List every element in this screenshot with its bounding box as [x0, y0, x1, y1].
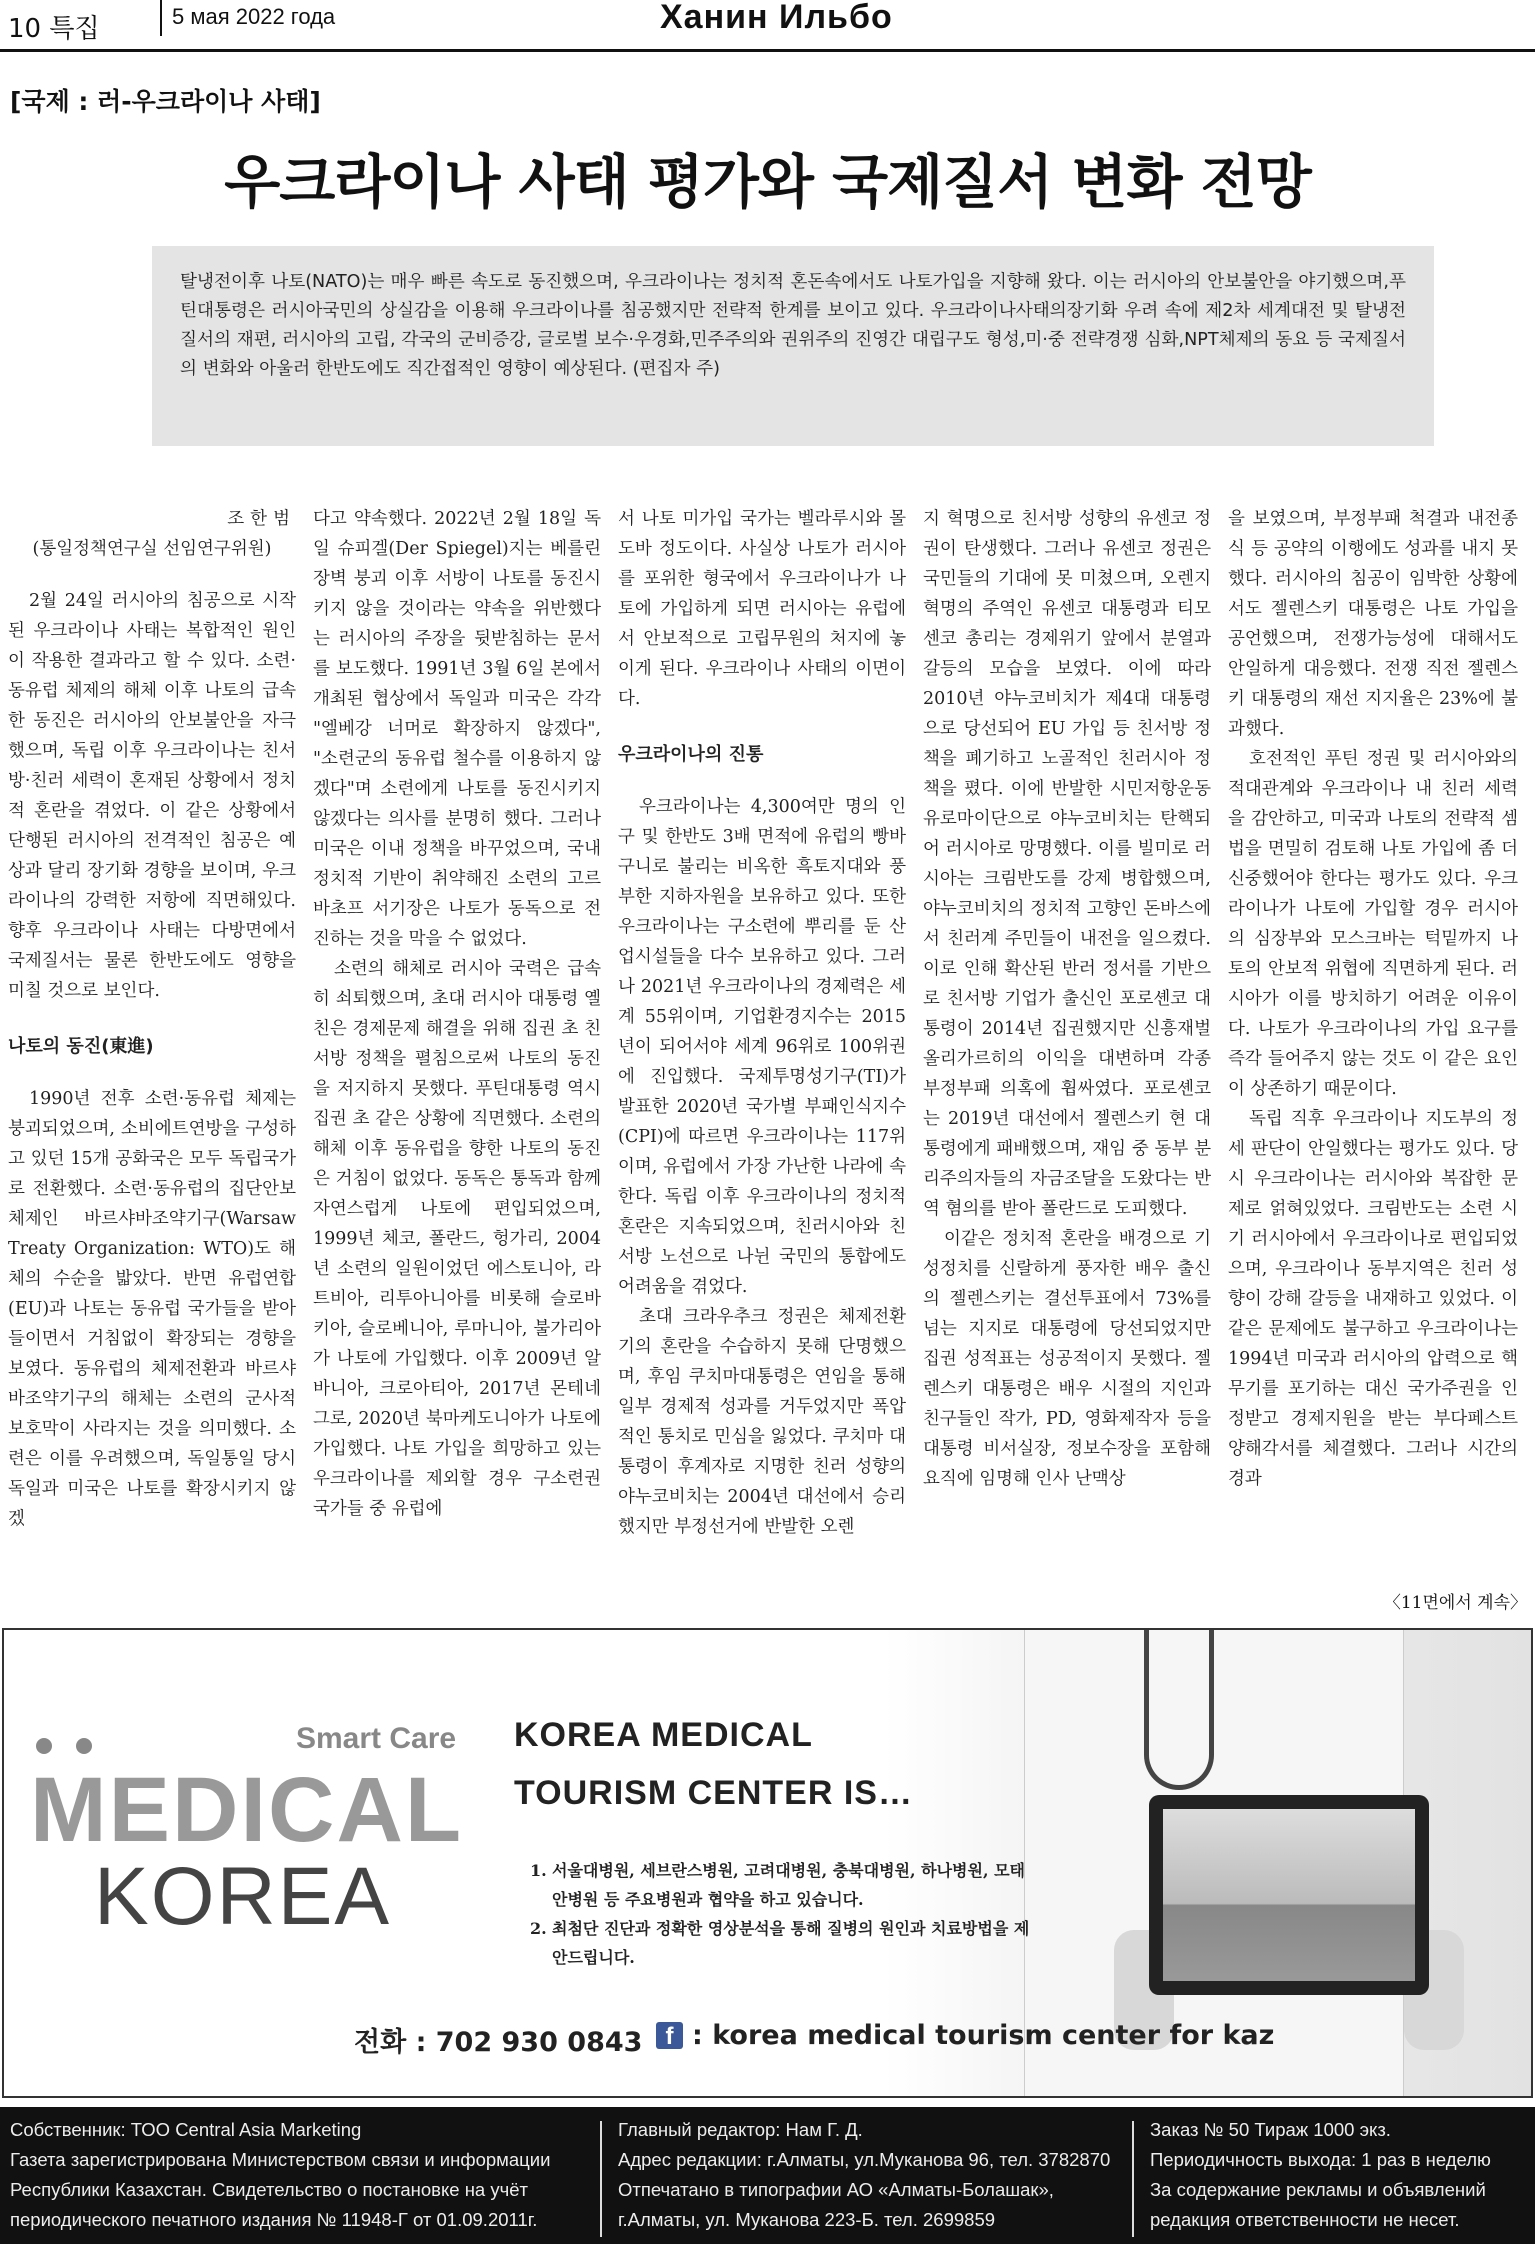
paragraph: 서 나토 미가입 국가는 벨라루시와 몰도바 정도이다. 사실상 나토가 러시아를 포위한 형국에서 우크라이나가 나토에 가입하게 되면 러시아는 유럽에서 안보적으로 고립무원의 처지에 놓이게 된다. 우크라이나 사태의 이면이다.: [618, 509, 906, 709]
article-column-2: [313, 504, 601, 1619]
medical-korea-ad: [2, 1628, 1533, 2098]
author-name: 조한범: [227, 509, 296, 529]
footer-line: Отпечатано в типографии АО «Алматы-Болашак»,: [618, 2179, 1054, 2200]
footer-circulation-info: [1150, 2115, 1491, 2235]
article-body: [8, 504, 1535, 1619]
footer-line: Газета зарегистрирована Министерством связи и информации: [10, 2149, 551, 2170]
footer-line: Адрес редакции: г.Алматы, ул.Муканова 96, тел. 3782870: [618, 2149, 1111, 2170]
paragraph: 우크라이나는 4,300여만 명의 인구 및 한반도 3배 면적에 유럽의 빵바구니로 불리는 비옥한 흑토지대와 풍부한 지하자원을 보유하고 있다. 또한 우크라이나는 구소련에 뿌리를 둔 산업시설들을 다수 보유하고 있다. 그러나 2021년 우크라이나의 경제력은 세계 55위이며, 기업환경지수는 2015년이 되어서야 세계 96위로 100위권에 진입했다. 국제투명성기구(TI)가 발표한 2020년 국가별 부패인식지수(CPI)에 따르면 우크라이나는 117위이며, 유럽에서 가장 가난한 나라에 속한다. 독립 이후 우크라이나의 정치적 혼란은 지속되었으며, 친러시아와 친서방 노선으로 나뉜 국민의 통합에도 어려움을 겪었다.: [618, 797, 906, 1297]
article-column-1: [8, 504, 296, 1619]
footer-line: Республики Казахстан. Свидетельство о постановке на учёт: [10, 2179, 529, 2200]
paragraph: 지 혁명으로 친서방 성향의 유센코 정권이 탄생했다. 그러나 유센코 정권은 국민들의 기대에 못 미쳤으며, 오렌지 혁명의 주역인 유센코 대통령과 티모센코 총리는 경제위기 앞에서 분열과 갈등의 모습을 보였다. 이에 따라 2010년 야누코비치가 제4대 대통령으로 당선되어 EU 가입 등 친서방 정책을 폐기하고 노골적인 친러시아 정책을 폈다. 이에 반발한 시민저항운동 유로마이단으로 야누코비치는 탄핵되어 러시아로 망명했다. 이를 빌미로 러시아는 크림반도를 강제 병합했으며, 야누코비치의 정치적 고향인 돈바스에서 친러계 주민들이 내전을 일으켰다. 이로 인해 확산된 반러 정서를 기반으로 친서방 기업가 출신인 포로셴코 대통령이 2014년 집권했지만 신흥재벌 올리가르히의 이익을 대변하며 각종 부정부패 의혹에 휩싸였다. 포로셴코는 2019년 대선에서 젤렌스키 현 대통령에게 패배했으며, 재임 중 동부 분리주의자들의 자금조달을 도왔다는 반역 혐의를 받아 폴란드로 도피했다.: [923, 509, 1211, 1219]
paragraph: 독립 직후 우크라이나 지도부의 정세 판단이 안일했다는 평가도 있다. 당시 우크라이나는 러시아와 복잡한 문제로 얽혀있었다. 크림반도는 소련 시기 러시아에서 우크라이나로 편입되었으며, 우크라이나 동부지역은 친러 성향이 강해 갈등을 내재하고 있었다. 이 같은 문제에도 불구하고 우크라이나는 1994년 미국과 러시아의 압력으로 핵무기를 포기하는 대신 국가주권을 인정받고 경제지원을 받는 부다페스트 양해각서를 체결했다. 그러나 시간의 경과: [1228, 1109, 1518, 1489]
footer-divider: [1132, 2121, 1134, 2237]
subheading: 우크라이나의 진통: [618, 744, 764, 765]
ad-title-line1: KOREA MEDICAL: [514, 1716, 813, 1754]
ad-list-text: 최첨단 진단과 정확한 영상분석을 통해 질병의 원인과 치료방법을 제안드립니다.: [552, 1919, 1030, 1967]
ad-title-line2: TOURISM CENTER IS…: [514, 1774, 913, 1812]
paragraph: 2월 24일 러시아의 침공으로 시작된 우크라이나 사태는 복합적인 원인이 작용한 결과라고 할 수 있다. 소련·동유럽 체제의 해체 이후 나토의 급속한 동진은 러시아의 안보불안을 자극했으며, 독립 이후 우크라이나는 친서방·친러 세력이 혼재된 상황에서 정치적 혼란을 겪었다. 이 같은 상황에서 단행된 러시아의 전격적인 침공은 예상과 달리 장기화 경향을 보이며, 우크라이나의 강력한 저항에 직면해있다. 향후 우크라이나 사태는 다방면에서 국제질서는 물론 한반도에도 영향을 미칠 것으로 보인다.: [8, 591, 296, 1001]
facebook-icon: f: [656, 2022, 683, 2049]
logo-dots-icon: [36, 1738, 116, 1758]
paragraph: 소련의 해체로 러시아 국력은 급속히 쇠퇴했으며, 초대 러시아 대통령 옐친은 경제문제 해결을 위해 집권 초 친서방 정책을 펼침으로써 나토의 동진을 저지하지 못했다. 푸틴대통령 역시 집권 초 같은 상황에 직면했다. 소련의 해체 이후 동유럽을 향한 나토의 동진은 거침이 없었다. 동독은 통독과 함께 자연스럽게 나토에 편입되었으며, 1999년 체코, 폴란드, 헝가리, 2004년 소련의 일원이었던 에스토니아, 라트비아, 리투아니아를 비롯해 슬로바키아, 슬로베니아, 루마니아, 불가리아가 나토에 가입했다. 이후 2009년 알바니아, 크로아티아, 2017년 몬테네그로, 2020년 북마케도니아가 나토에 가입했다. 나토 가입을 희망하고 있는 우크라이나를 제외할 경우 구소련권 국가들 중 유럽에: [313, 959, 601, 1519]
tablet-screen-image: [1163, 1809, 1415, 1981]
page-number: 10 특집: [8, 14, 100, 44]
article-column-4: [923, 504, 1211, 1619]
footer-divider: [600, 2121, 602, 2237]
ad-phone: 전화 : 702 930 0843: [354, 2027, 643, 2058]
paragraph: 이같은 정치적 혼란을 배경으로 기성정치를 신랄하게 풍자한 배우 출신의 젤렌스키는 결선투표에서 73%를 넘는 지지로 대통령에 당선되었지만 집권 성적표는 성공적이지 못했다. 젤렌스키 대통령은 배우 시절의 지인과 친구들인 작가, PD, 영화제작자 등을 대통령 비서실장, 정보수장을 포함해 요직에 임명해 인사 난맥상: [923, 1229, 1211, 1489]
ad-list-number: 1.: [530, 1861, 547, 1880]
author-affiliation: (통일정책연구실 선임연구위원): [32, 539, 272, 559]
footer-line: За содержание рекламы и объявлений: [1150, 2179, 1486, 2200]
footer-line: Главный редактор: Нам Г. Д.: [618, 2119, 863, 2140]
ad-facebook-text: : korea medical tourism center for kaz: [692, 2020, 1275, 2051]
footer-line: редакция ответственности не несет.: [1150, 2209, 1460, 2230]
article-column-3: [618, 504, 906, 1619]
article-lead: 탈냉전이후 나토(NATO)는 매우 빠른 속도로 동진했으며, 우크라이나는 정치적 혼돈속에서도 나토가입을 지향해 왔다. 이는 러시아의 안보불안을 야기했으며,푸틴대통령은 러시아국민의 상실감을 이용해 우크라이나를 침공했지만 전략적 한계를 보이고 있다. 우크라이나사태의장기화 우려 속에 제2차 세계대전 및 탈냉전 질서의 재편, 러시아의 고립, 각국의 군비증강, 글로벌 보수·우경화,민주주의와 권위주의 진영간 대립구도 형성,미·중 전략경쟁 심화,NPT체제의 동요 등 국제질서의 변화와 아울러 한반도에도 직간접적인 영향이 예상된다. (편집자 주): [152, 246, 1434, 446]
footer-line: Собственник: ТОО Central Asia Marketing: [10, 2119, 362, 2140]
issue-date: 5 мая 2022 года: [172, 4, 336, 29]
tablet-icon: [1149, 1795, 1429, 1995]
paragraph: 다고 약속했다. 2022년 2월 18일 독일 슈피겔(Der Spiegel)지는 베를린장벽 붕괴 이후 서방이 나토를 동진시키지 않을 것이라는 약속을 위반했다는 러시아의 주장을 뒷받침하는 문서를 보도했다. 1991년 3월 6일 본에서 개최된 협상에서 독일과 미국은 각각 "엘베강 너머로 확장하지 않겠다", "소련군의 동유럽 철수를 이용하지 않겠다"며 소련에게 나토를 동진시키지 않겠다는 의사를 분명히 했다. 그러나 미국은 이내 정책을 바꾸었으며, 국내 정치적 기반이 취약해진 소련의 고르바초프 서기장은 나토가 동독으로 전진하는 것을 막을 수 없었다.: [313, 509, 601, 949]
article-headline: 우크라이나 사태 평가와 국제질서 변화 전망: [224, 148, 1311, 216]
footer-line: Заказ № 50 Тираж 1000 экз.: [1150, 2119, 1391, 2140]
page-footer: [0, 2107, 1535, 2244]
paragraph: 을 보였으며, 부정부패 척결과 내전종식 등 공약의 이행에도 성과를 내지 못했다. 러시아의 침공이 임박한 상황에서도 젤렌스키 대통령은 나토 가입을 공언했으며, 전쟁가능성에 대해서도 안일하게 대응했다. 전쟁 직전 젤렌스키 대통령의 재선 지지율은 23%에 불과했다.: [1228, 509, 1518, 739]
ad-list-item: [530, 1856, 1032, 1914]
section-label: [국제 : 러-우크라이나 사태]: [10, 87, 321, 116]
footer-line: Периодичность выхода: 1 раз в неделю: [1150, 2149, 1491, 2170]
logo-korea: KOREA: [94, 1851, 392, 1942]
footer-line: г.Алматы, ул. Муканова 223-Б. тел. 2699859: [618, 2209, 996, 2230]
footer-line: периодического печатного издания № 11948-Г от 01.09.2011г.: [10, 2209, 538, 2230]
page-header: [0, 0, 1535, 52]
header-divider: [160, 0, 162, 36]
ad-title: [514, 1706, 913, 1822]
paragraph: 1990년 전후 소련·동유럽 체제는 붕괴되었으며, 소비에트연방을 구성하고 있던 15개 공화국은 모두 독립국가로 전환했다. 소련·동유럽의 집단안보체제인 바르샤바조약기구(Warsaw Treaty Organization: WTO)도 해체의 수순을 밟았다. 반면 유럽연합(EU)과 나토는 동유럽 국가들을 받아들이면서 거침없이 확장되는 경향을 보였다. 동유럽의 체제전환과 바르샤바조약기구의 해체는 소련의 군사적 보호막이 사라지는 것을 의미했다. 소련은 이를 우려했으며, 독일통일 당시 독일과 미국은 나토를 확장시키지 않겠: [8, 1089, 296, 1529]
ad-list-item: [530, 1914, 1032, 1972]
paragraph: 호전적인 푸틴 정권 및 러시아와의 적대관계와 우크라이나 내 친러 세력을 감안하고, 미국과 나토의 전략적 셈법을 면밀히 검토해 나토 가입에 좀 더 신중했어야 한다는 평가도 있다. 우크라이나가 나토에 가입할 경우 러시아의 심장부와 모스크바는 턱밑까지 나토의 안보적 위협에 직면하게 된다. 러시아가 이를 방치하기 어려운 이유이다. 나토가 우크라이나의 가입 요구를 즉각 들어주지 않는 것도 이 같은 요인이 상존하기 때문이다.: [1228, 749, 1518, 1099]
ad-list: [530, 1856, 1032, 1972]
newspaper-name: Ханин Ильбо: [660, 0, 893, 36]
paragraph: 초대 크라우추크 정권은 체제전환기의 혼란을 수습하지 못해 단명했으며, 후임 쿠치마대통령은 연임을 통해 일부 경제적 성과를 거두었지만 폭압적인 통치로 민심을 잃었다. 쿠치마 대통령이 후계자로 지명한 친러 성향의 야누코비치는 2004년 대선에서 승리했지만 부정선거에 반발한 오렌: [618, 1307, 906, 1537]
stethoscope-icon: [1144, 1630, 1214, 1790]
subheading: 나토의 동진(東進): [8, 1036, 154, 1057]
footer-owner-info: [10, 2115, 550, 2235]
ad-list-text: 서울대병원, 세브란스병원, 고려대병원, 충북대병원, 하나병원, 모태안병원 등 주요병원과 협약을 하고 있습니다.: [552, 1861, 1026, 1909]
ad-list-number: 2.: [530, 1919, 547, 1938]
continued-note: 〈11면에서 계속〉: [1383, 1593, 1527, 1613]
footer-editor-info: [618, 2115, 1110, 2235]
article-column-5: [1228, 504, 1518, 1619]
logo-medical: MEDICAL: [30, 1759, 464, 1861]
logo-tagline: Smart Care: [296, 1722, 457, 1755]
